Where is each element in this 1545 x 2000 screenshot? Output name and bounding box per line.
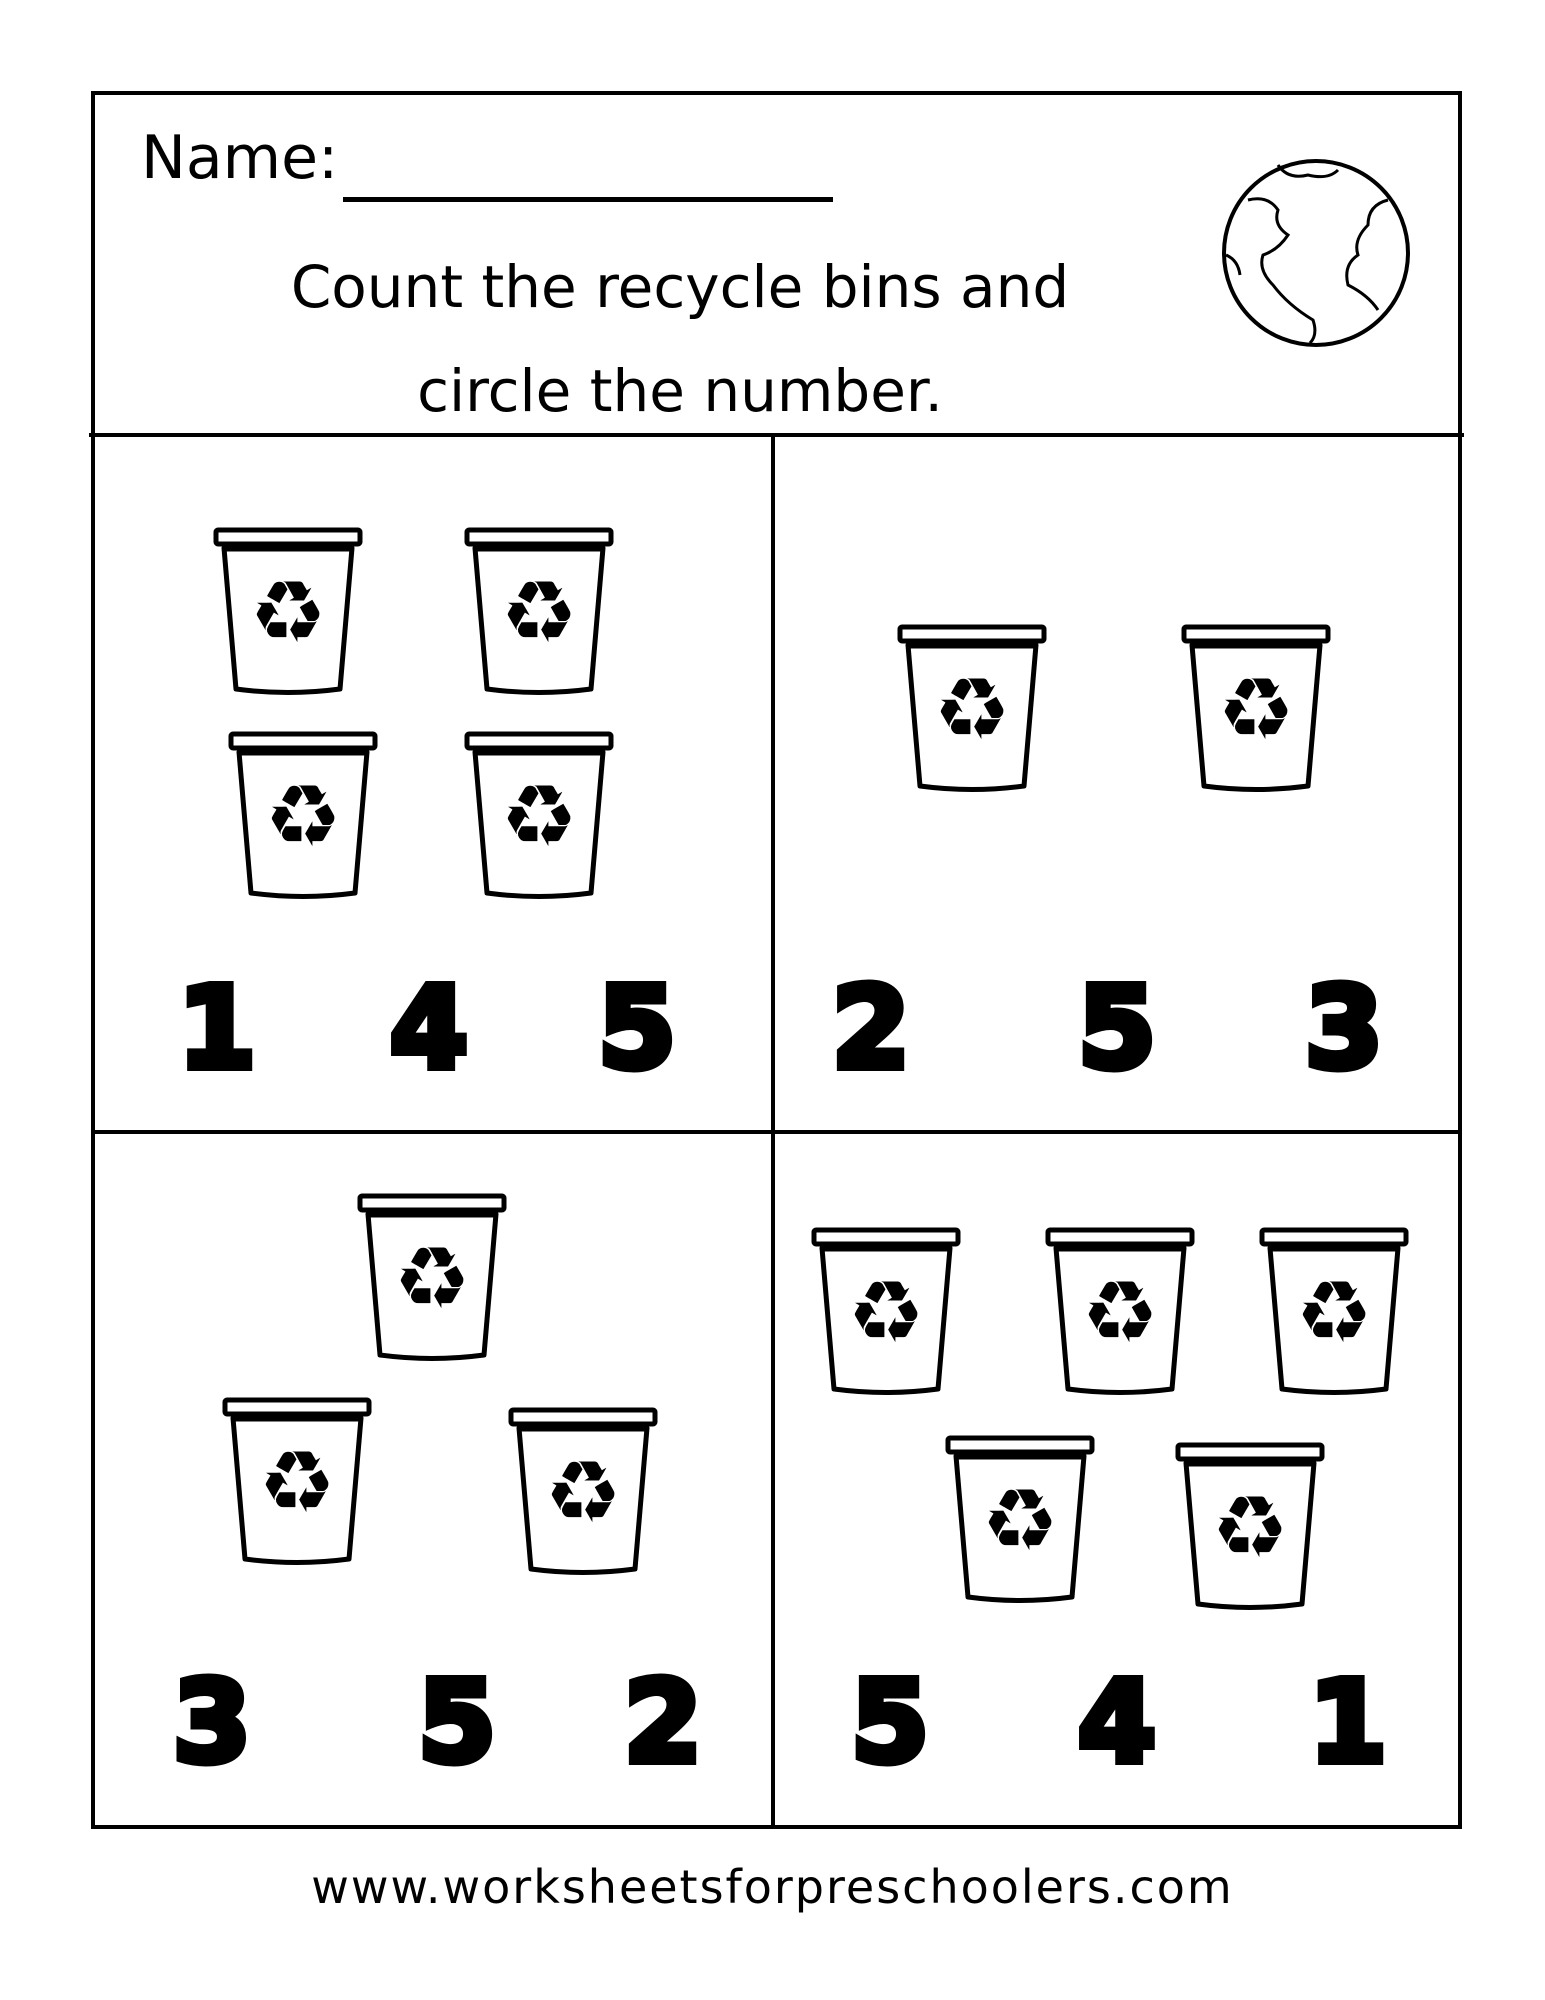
recycle-bin-icon <box>1174 1439 1326 1614</box>
recycle-bin-icon <box>944 1432 1096 1607</box>
number-choice[interactable]: 1 <box>1309 1658 1387 1788</box>
svg-text:♻: ♻ <box>393 1229 471 1329</box>
recycle-bin-icon <box>896 621 1048 796</box>
recycle-bin-icon <box>227 728 379 903</box>
number-choice[interactable]: 1 <box>178 964 256 1094</box>
number-choice[interactable]: 5 <box>1078 964 1156 1094</box>
globe-icon <box>1218 155 1414 351</box>
recycle-bin-icon <box>356 1190 508 1365</box>
number-choice[interactable]: 5 <box>418 1658 496 1788</box>
recycle-bin-icon <box>221 1394 373 1569</box>
number-choice[interactable]: 3 <box>173 1658 251 1788</box>
number-choice[interactable]: 5 <box>851 1658 929 1788</box>
svg-text:♻: ♻ <box>933 660 1011 760</box>
recycle-bin-icon <box>507 1404 659 1579</box>
center-divider <box>771 435 775 1829</box>
number-choice[interactable]: 3 <box>1305 964 1383 1094</box>
header-divider <box>89 433 1464 437</box>
number-choice[interactable]: 4 <box>390 964 468 1094</box>
svg-text:♻: ♻ <box>1295 1263 1373 1363</box>
recycle-bin-icon <box>1258 1224 1410 1399</box>
svg-text:♻: ♻ <box>264 767 342 867</box>
number-choice[interactable]: 2 <box>832 964 910 1094</box>
instruction-line-2: circle the number. <box>417 357 943 425</box>
svg-text:♻: ♻ <box>847 1263 925 1363</box>
svg-text:♻: ♻ <box>258 1433 336 1533</box>
svg-text:♻: ♻ <box>981 1471 1059 1571</box>
svg-text:♻: ♻ <box>1211 1478 1289 1578</box>
name-label: Name: <box>141 123 339 193</box>
number-choice[interactable]: 2 <box>624 1658 702 1788</box>
svg-text:♻: ♻ <box>544 1443 622 1543</box>
name-field-line[interactable] <box>343 197 833 202</box>
recycle-bin-icon <box>1180 621 1332 796</box>
recycle-bin-icon <box>463 728 615 903</box>
svg-text:♻: ♻ <box>1217 660 1295 760</box>
svg-text:♻: ♻ <box>1081 1263 1159 1363</box>
footer-url[interactable]: www.worksheetsforpreschoolers.com <box>311 1860 1234 1914</box>
recycle-bin-icon <box>463 524 615 699</box>
middle-divider <box>91 1130 1462 1134</box>
number-choice[interactable]: 4 <box>1078 1658 1156 1788</box>
svg-text:♻: ♻ <box>249 563 327 663</box>
recycle-bin-icon <box>1044 1224 1196 1399</box>
recycle-bin-icon <box>212 524 364 699</box>
svg-text:♻: ♻ <box>500 767 578 867</box>
recycle-bin-icon <box>810 1224 962 1399</box>
instruction-line-1: Count the recycle bins and <box>290 253 1070 321</box>
number-choice[interactable]: 5 <box>598 964 676 1094</box>
svg-text:♻: ♻ <box>500 563 578 663</box>
